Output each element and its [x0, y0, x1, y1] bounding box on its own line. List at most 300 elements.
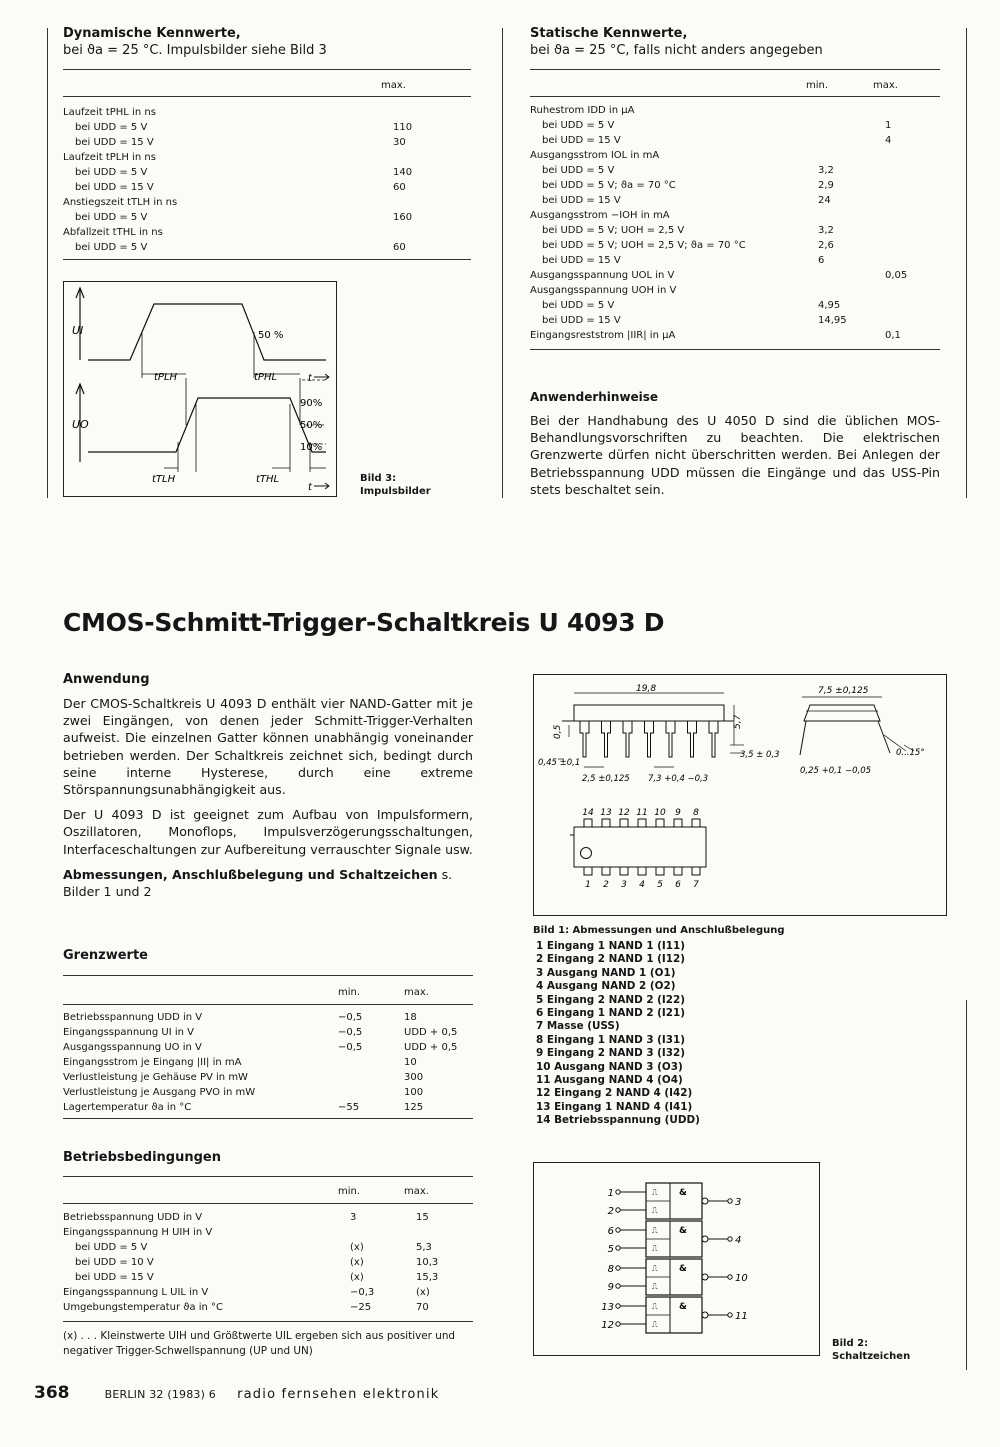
row-min: [338, 1070, 404, 1085]
row-max: 160: [393, 212, 413, 223]
table-row: [530, 178, 925, 193]
anwendung-title: Anwendung: [63, 672, 150, 687]
row-label: bei UDD = 5 V: [542, 300, 615, 311]
output-terminal: [728, 1199, 732, 1203]
input-terminal: [616, 1266, 620, 1270]
row-max: 15,3: [416, 1272, 439, 1283]
row-min: 3: [350, 1212, 357, 1223]
bottom-pin-label: 7: [693, 880, 699, 890]
row-label: bei UDD = 15 V: [542, 255, 621, 266]
pin-stub: [692, 867, 700, 875]
input-pin-label: 13: [601, 1302, 614, 1313]
pin-stub: [656, 819, 664, 827]
row-max: [885, 253, 925, 268]
row-max: [885, 193, 925, 208]
bild1-pin-list: [536, 940, 700, 1128]
bild3-label-10: 10%: [300, 442, 323, 453]
footer-page-number: 368: [34, 1383, 70, 1403]
pin-stub: [602, 819, 610, 827]
bottom-pin-label: 5: [657, 880, 663, 890]
pin-list-item: 3 Ausgang NAND 1 (O1): [536, 966, 676, 979]
anwendung-p3-rest: s. Bilder 1 und 2: [63, 866, 453, 900]
row-label: bei UDD = 5 V: [75, 167, 148, 178]
bild3-label-50-top: 50 %: [258, 330, 284, 341]
row-label: bei UDD = 15 V: [542, 315, 621, 326]
table-row: [530, 268, 925, 283]
main-title: CMOS-Schmitt-Trigger-Schaltkreis U 4093 D: [63, 608, 665, 637]
pin-stub: [638, 867, 646, 875]
pin-list-item: 13 Eingang 1 NAND 4 (I41): [536, 1100, 693, 1113]
row-max: 10,3: [416, 1257, 439, 1268]
top-pin-label: 9: [675, 808, 681, 818]
anwendung-p2: Der U 4093 D ist geeignet zum Aufbau von Impulsformern, Oszillatoren, Monoflops, Impulsverzögerungsschaltungen, Interfaceschaltungen zur Aufbereitung verrauschter Signale usw.: [63, 807, 473, 857]
row-max: [885, 163, 925, 178]
bild3-label-t-top: t: [308, 373, 312, 384]
bild1-top-pin-labels: [582, 808, 699, 818]
table-row: [63, 210, 453, 225]
input-pin-label: 6: [607, 1226, 614, 1237]
schmitt-symbol: ⎍: [652, 1264, 658, 1273]
grenz-rule-header: [63, 1004, 473, 1005]
pin-list-item: 2 Eingang 2 NAND 1 (I12): [536, 953, 686, 966]
bild1-dim-lead: 3,5 ± 0,3: [740, 750, 780, 760]
bild1-legs: [580, 721, 718, 757]
input-pin-label: 5: [607, 1244, 614, 1255]
table-row: [63, 165, 453, 180]
footer: [34, 1383, 634, 1403]
row-label: bei UDD = 5 V: [542, 120, 615, 131]
input-pin-label: 2: [607, 1206, 614, 1217]
footer-journal-ref: BERLIN 32 (1983) 6: [104, 1388, 216, 1401]
row-max: 1: [885, 120, 892, 131]
input-terminal: [616, 1304, 620, 1308]
bild1-dim-angle: 0...15°: [896, 748, 925, 758]
bild2-caption: [832, 1337, 910, 1363]
input-pin-label: 8: [607, 1264, 614, 1275]
row-label: bei UDD = 5 V; UOH = 2,5 V: [542, 225, 685, 236]
pin-list-item: 7 Masse (USS): [536, 1020, 620, 1033]
row-max: 125: [404, 1102, 424, 1113]
anwendung-p3: [63, 866, 473, 900]
table-row: [530, 253, 925, 268]
package-leg: [709, 721, 718, 757]
row-min: [818, 268, 885, 283]
row-max: 4: [885, 135, 892, 146]
row-min: 4,95: [818, 300, 841, 311]
bild1-dim-width: 7,5 ±0,125: [818, 686, 869, 696]
table-row: [63, 135, 453, 150]
grenz-rule-bottom: [63, 1118, 473, 1119]
row-min: [818, 103, 885, 118]
table-row: [63, 1070, 464, 1085]
betrieb-footnote: (x) . . . Kleinstwerte UIH und Größtwerte UIL ergeben sich aus positiver und negativer Trigger-Schwellspannung (UP und UN): [63, 1330, 455, 1357]
pin-list-item: 4 Ausgang NAND 2 (O2): [536, 980, 676, 993]
bild1-dim-height: 5,7: [733, 714, 743, 729]
row-label: bei UDD = 5 V: [75, 122, 148, 133]
row-label: Eingangsspannung H UIH in V: [63, 1227, 213, 1238]
bild1-dim-span: 7,3 +0,4 −0,3: [648, 774, 709, 784]
grenz-rule-top: [63, 975, 473, 976]
grenz-col-max: max.: [404, 987, 429, 998]
pin-list-item: 14 Betriebsspannung (UDD): [536, 1114, 700, 1127]
table-row: [530, 103, 925, 118]
row-min: (x): [350, 1257, 364, 1268]
output-terminal: [728, 1237, 732, 1241]
betrieb-table: [63, 1210, 476, 1315]
bild3-label-ui: UI: [72, 324, 84, 337]
betrieb-col-min: min.: [338, 1186, 361, 1197]
row-max: UDD + 0,5: [404, 1042, 458, 1053]
stat-table: [530, 103, 925, 343]
row-min: −55: [338, 1102, 360, 1113]
nand-gate: [608, 1221, 742, 1257]
row-min: 2,9: [818, 180, 834, 191]
bottom-pin-label: 3: [621, 880, 627, 890]
grenz-table-container: [63, 1010, 464, 1115]
input-pin-label: 12: [601, 1320, 614, 1331]
anwendung-section: [63, 672, 473, 900]
bild1-dim-pin: 0,45 ±0,1: [538, 758, 581, 768]
row-label: Eingangsspannung L UIL in V: [63, 1287, 209, 1298]
footer-journal-name: radio fernsehen elektronik: [237, 1387, 440, 1402]
row-label: bei UDD = 5 V; UOH = 2,5 V; ϑa = 70 °C: [542, 240, 746, 251]
row-max: [393, 195, 453, 210]
bild3-label-ttlh: tTLH: [152, 474, 176, 485]
row-max: [885, 208, 925, 223]
table-row: [63, 240, 453, 255]
stat-rule-bottom: [530, 349, 940, 350]
table-row: [63, 1085, 464, 1100]
row-max: (x): [416, 1287, 430, 1298]
output-negation: [702, 1274, 708, 1280]
gate-and-symbol: &: [679, 1264, 687, 1274]
gate-and-symbol: &: [679, 1188, 687, 1198]
row-max: 300: [404, 1072, 424, 1083]
row-max: [885, 178, 925, 193]
stat-title: Statische Kennwerte,: [530, 26, 688, 41]
table-row: [63, 120, 453, 135]
row-max: 5,3: [416, 1242, 432, 1253]
row-min: 6: [818, 255, 825, 266]
bild3-label-tphl: tPHL: [254, 372, 278, 383]
row-label: Ausgangsspannung UOL in V: [530, 270, 675, 281]
row-min: [350, 1225, 416, 1240]
row-label: Abfallzeit tTHL in ns: [63, 227, 163, 238]
grenz-section: [63, 948, 473, 963]
row-max: [885, 223, 925, 238]
betrieb-col-max: max.: [404, 1186, 429, 1197]
bottom-pin-label: 4: [639, 880, 645, 890]
row-max: [885, 298, 925, 313]
top-pin-label: 10: [654, 808, 666, 818]
row-label: bei UDD = 15 V: [542, 135, 621, 146]
row-label: bei UDD = 15 V: [542, 195, 621, 206]
schmitt-symbol: ⎍: [652, 1206, 658, 1215]
bild3-label-90: 90%: [300, 398, 323, 409]
row-min: −0,3: [350, 1287, 375, 1298]
row-max: [885, 103, 925, 118]
row-max: 100: [404, 1087, 424, 1098]
row-label: bei UDD = 15 V: [75, 182, 154, 193]
dyn-table-container: [63, 105, 453, 255]
row-min: [818, 328, 885, 343]
package-leg: [602, 721, 611, 757]
row-min: −0,5: [338, 1042, 363, 1053]
pin-list-item: 11 Ausgang NAND 4 (O4): [536, 1074, 683, 1087]
pin-list-item: 10 Ausgang NAND 3 (O3): [536, 1060, 683, 1073]
betrieb-rule-top: [63, 1176, 473, 1177]
pin-stub: [656, 867, 664, 875]
pin-stub: [584, 867, 592, 875]
output-terminal: [728, 1313, 732, 1317]
table-row: [530, 208, 925, 223]
table-row: [63, 195, 453, 210]
row-max: 110: [393, 122, 413, 133]
input-terminal: [616, 1208, 620, 1212]
schmitt-symbol: ⎍: [652, 1244, 658, 1253]
row-max: 18: [404, 1012, 417, 1023]
bild3-label-50: 50%: [300, 420, 323, 431]
row-label: Ausgangsstrom −IOH in mA: [530, 210, 670, 221]
row-max: 140: [393, 167, 413, 178]
dyn-title: Dynamische Kennwerte,: [63, 26, 241, 41]
bild1-dim-pitch: 2,5 ±0,125: [582, 774, 630, 784]
row-label: Ausgangsspannung UO in V: [63, 1042, 202, 1053]
bild1-caption: Bild 1: Abmessungen und Anschlußbelegung: [533, 925, 785, 936]
bild3-label-t-bottom: t: [308, 482, 312, 493]
top-pin-label: 12: [618, 808, 630, 818]
row-label: Ausgangsspannung UOH in V: [530, 285, 677, 296]
output-pin-label: 10: [735, 1273, 748, 1284]
top-pin-label: 11: [636, 808, 648, 818]
top-pin-label: 13: [600, 808, 612, 818]
row-max: 0,05: [885, 270, 908, 281]
pin-stub: [674, 819, 682, 827]
row-label: bei UDD = 5 V: [75, 212, 148, 223]
bild1-dim-05: 0,5: [553, 724, 563, 739]
input-pin-label: 1: [607, 1188, 614, 1199]
pin-list-item: 5 Eingang 2 NAND 2 (I22): [536, 993, 686, 1006]
dyn-rule-top: [63, 69, 471, 70]
stat-section: [530, 26, 940, 58]
row-min: [338, 1055, 404, 1070]
package-leg: [666, 721, 675, 757]
row-min: −25: [350, 1302, 372, 1313]
gate-and-symbol: &: [679, 1302, 687, 1312]
table-row: [63, 1040, 464, 1055]
row-label: Eingangsstrom je Eingang |II| in mA: [63, 1057, 242, 1068]
input-terminal: [616, 1246, 620, 1250]
schmitt-symbol: ⎍: [652, 1302, 658, 1311]
bild3-label-tplh: tPLH: [154, 372, 178, 383]
right-margin-line-lower: [966, 1000, 967, 1370]
table-row: [530, 298, 925, 313]
row-min: 3,2: [818, 165, 834, 176]
row-label: Verlustleistung je Gehäuse PV in mW: [63, 1072, 248, 1083]
row-min: 3,2: [818, 225, 834, 236]
top-pin-label: 14: [582, 808, 594, 818]
center-divider-line: [502, 28, 503, 498]
table-row: [63, 1225, 476, 1240]
hints-text: Bei der Handhabung des U 4050 D sind die üblichen MOS-Behandlungsvorschriften zu beachten. Die elektrischen Grenzwerte dürfen nicht überschritten werden. Bei Anlegen der Betriebsspannung UDD müssen die Eingänge und das USS-Pin stets beschaltet sein.: [530, 413, 940, 497]
stat-col-min: min.: [806, 80, 829, 91]
table-row: [63, 1210, 476, 1225]
table-row: [530, 118, 925, 133]
pin-stub: [602, 867, 610, 875]
package-leg: [688, 721, 697, 757]
hints-section: [530, 390, 940, 498]
table-row: [63, 1010, 464, 1025]
row-label: Laufzeit tPHL in ns: [63, 107, 156, 118]
grenz-table: [63, 1010, 464, 1115]
bild2-caption-1: Bild 2:: [832, 1338, 869, 1349]
row-min: [818, 118, 885, 133]
stat-rule-header: [530, 96, 940, 97]
table-row: [63, 1100, 464, 1115]
bild1-bottom-pin-labels: [585, 880, 699, 890]
dyn-table: [63, 105, 453, 255]
pin-list-item: 1 Eingang 1 NAND 1 (I11): [536, 940, 686, 952]
output-pin-label: 3: [735, 1197, 742, 1208]
row-max: [416, 1225, 476, 1240]
betrieb-table-container: [63, 1210, 476, 1315]
table-row: [63, 1240, 476, 1255]
schmitt-symbol: ⎍: [652, 1282, 658, 1291]
hints-title: Anwenderhinweise: [530, 390, 659, 404]
row-label: bei UDD = 10 V: [75, 1257, 154, 1268]
grenz-title: Grenzwerte: [63, 948, 148, 963]
row-label: Umgebungstemperatur ϑa in °C: [63, 1302, 224, 1313]
anwendung-p3-bold: Abmessungen, Anschlußbelegung und Schaltzeichen: [63, 866, 438, 882]
betrieb-section: [63, 1150, 473, 1165]
pin-stub: [638, 819, 646, 827]
input-terminal: [616, 1190, 620, 1194]
row-label: Ruhestrom IDD in µA: [530, 105, 635, 116]
pin-stub: [620, 819, 628, 827]
betrieb-title: Betriebsbedingungen: [63, 1150, 221, 1165]
nand-gate: [608, 1183, 742, 1219]
row-label: Lagertemperatur ϑa in °C: [63, 1102, 192, 1113]
package-leg: [623, 721, 632, 757]
row-min: −0,5: [338, 1027, 363, 1038]
pin-list-item: 8 Eingang 1 NAND 3 (I31): [536, 1033, 686, 1046]
input-terminal: [616, 1322, 620, 1326]
row-max: 60: [393, 242, 406, 253]
table-row: [530, 193, 925, 208]
row-max: UDD + 0,5: [404, 1027, 458, 1038]
table-row: [63, 1270, 476, 1285]
anwendung-p1: Der CMOS-Schaltkreis U 4093 D enthält vier NAND-Gatter mit je zwei Eingängen, von denen jeder Schmitt-Trigger-Verhalten aufweist. Die einzelnen Gatter können unabhängig voneinander betrieben werden. Der Schaltkreis zeichnet sich, bedingt durch seine interne Hysterese, durch eine extreme Störspannungsunabhängigkeit aus.: [63, 696, 473, 798]
table-row: [63, 1300, 476, 1315]
betrieb-rule-header: [63, 1203, 473, 1204]
bild1-svg: [534, 675, 946, 915]
pin-list-item: 12 Eingang 2 NAND 4 (I42): [536, 1087, 693, 1100]
bild1-bottom-pin-stubs: [584, 867, 700, 875]
table-row: [63, 180, 453, 195]
row-label: Eingangsreststrom |IIR| in µA: [530, 330, 676, 341]
row-max: 70: [416, 1302, 429, 1313]
row-label: Betriebsspannung UDD in V: [63, 1212, 203, 1223]
table-row: [63, 105, 453, 120]
table-row: [530, 283, 925, 298]
bild3-label-tthl: tTHL: [256, 474, 280, 485]
bild3-caption-2: Impulsbilder: [360, 486, 431, 497]
bottom-pin-label: 6: [675, 880, 681, 890]
betrieb-rule-bottom: [63, 1321, 473, 1322]
table-row: [63, 1285, 476, 1300]
top-pin-label: 8: [693, 808, 699, 818]
bild1-top-pin-stubs: [584, 819, 700, 827]
row-min: 14,95: [818, 315, 847, 326]
stat-col-max: max.: [873, 80, 898, 91]
table-row: [63, 1025, 464, 1040]
pin-list-item: 9 Eingang 2 NAND 3 (I32): [536, 1047, 686, 1060]
dyn-section: [63, 26, 471, 58]
row-max: [393, 150, 453, 165]
bild3-caption-1: Bild 3:: [360, 473, 397, 484]
bild3-figure: [63, 281, 337, 497]
input-terminal: [616, 1228, 620, 1232]
row-label: bei UDD = 5 V; ϑa = 70 °C: [542, 180, 676, 191]
table-row: [530, 313, 925, 328]
input-pin-label: 9: [607, 1282, 614, 1293]
row-label: Laufzeit tPLH in ns: [63, 152, 156, 163]
stat-rule-top: [530, 69, 940, 70]
table-row: [530, 238, 925, 253]
row-max: 60: [393, 182, 406, 193]
pin-stub: [674, 867, 682, 875]
stat-subtitle: bei ϑa = 25 °C, falls nicht anders angegeben: [530, 43, 823, 58]
left-margin-line: [47, 28, 48, 498]
input-terminal: [616, 1284, 620, 1288]
bottom-pin-label: 2: [603, 880, 609, 890]
dyn-col-max: max.: [381, 80, 406, 91]
row-label: bei UDD = 15 V: [75, 1272, 154, 1283]
bild2-svg: [534, 1163, 819, 1355]
row-label: Verlustleistung je Ausgang PVO in mW: [63, 1087, 256, 1098]
dyn-subtitle: bei ϑa = 25 °C. Impulsbilder siehe Bild 3: [63, 43, 327, 58]
row-max: [885, 148, 925, 163]
row-min: 2,6: [818, 240, 834, 251]
nand-gate: [608, 1259, 748, 1295]
row-min: [338, 1085, 404, 1100]
row-min: [818, 133, 885, 148]
table-row: [63, 1055, 464, 1070]
table-row: [530, 328, 925, 343]
row-label: Anstiegszeit tTLH in ns: [63, 197, 178, 208]
table-row: [530, 133, 925, 148]
package-leg: [580, 721, 589, 757]
bild2-caption-2: Schaltzeichen: [832, 1351, 911, 1362]
schmitt-symbol: ⎍: [652, 1226, 658, 1235]
bild2-figure: [533, 1162, 820, 1356]
row-min: [818, 283, 885, 298]
row-max: [393, 225, 453, 240]
row-label: bei UDD = 5 V: [75, 242, 148, 253]
row-label: Eingangsspannung UI in V: [63, 1027, 194, 1038]
bild1-dim-length: 19,8: [636, 684, 657, 694]
output-pin-label: 4: [735, 1235, 742, 1246]
dyn-rule-bottom: [63, 259, 471, 260]
table-row: [63, 225, 453, 240]
table-row: [530, 163, 925, 178]
dyn-rule-header: [63, 96, 471, 97]
table-row: [63, 1255, 476, 1270]
bild3-svg: [64, 282, 336, 496]
row-label: bei UDD = 15 V: [75, 137, 154, 148]
pin-stub: [584, 819, 592, 827]
schmitt-symbol: ⎍: [652, 1188, 658, 1197]
